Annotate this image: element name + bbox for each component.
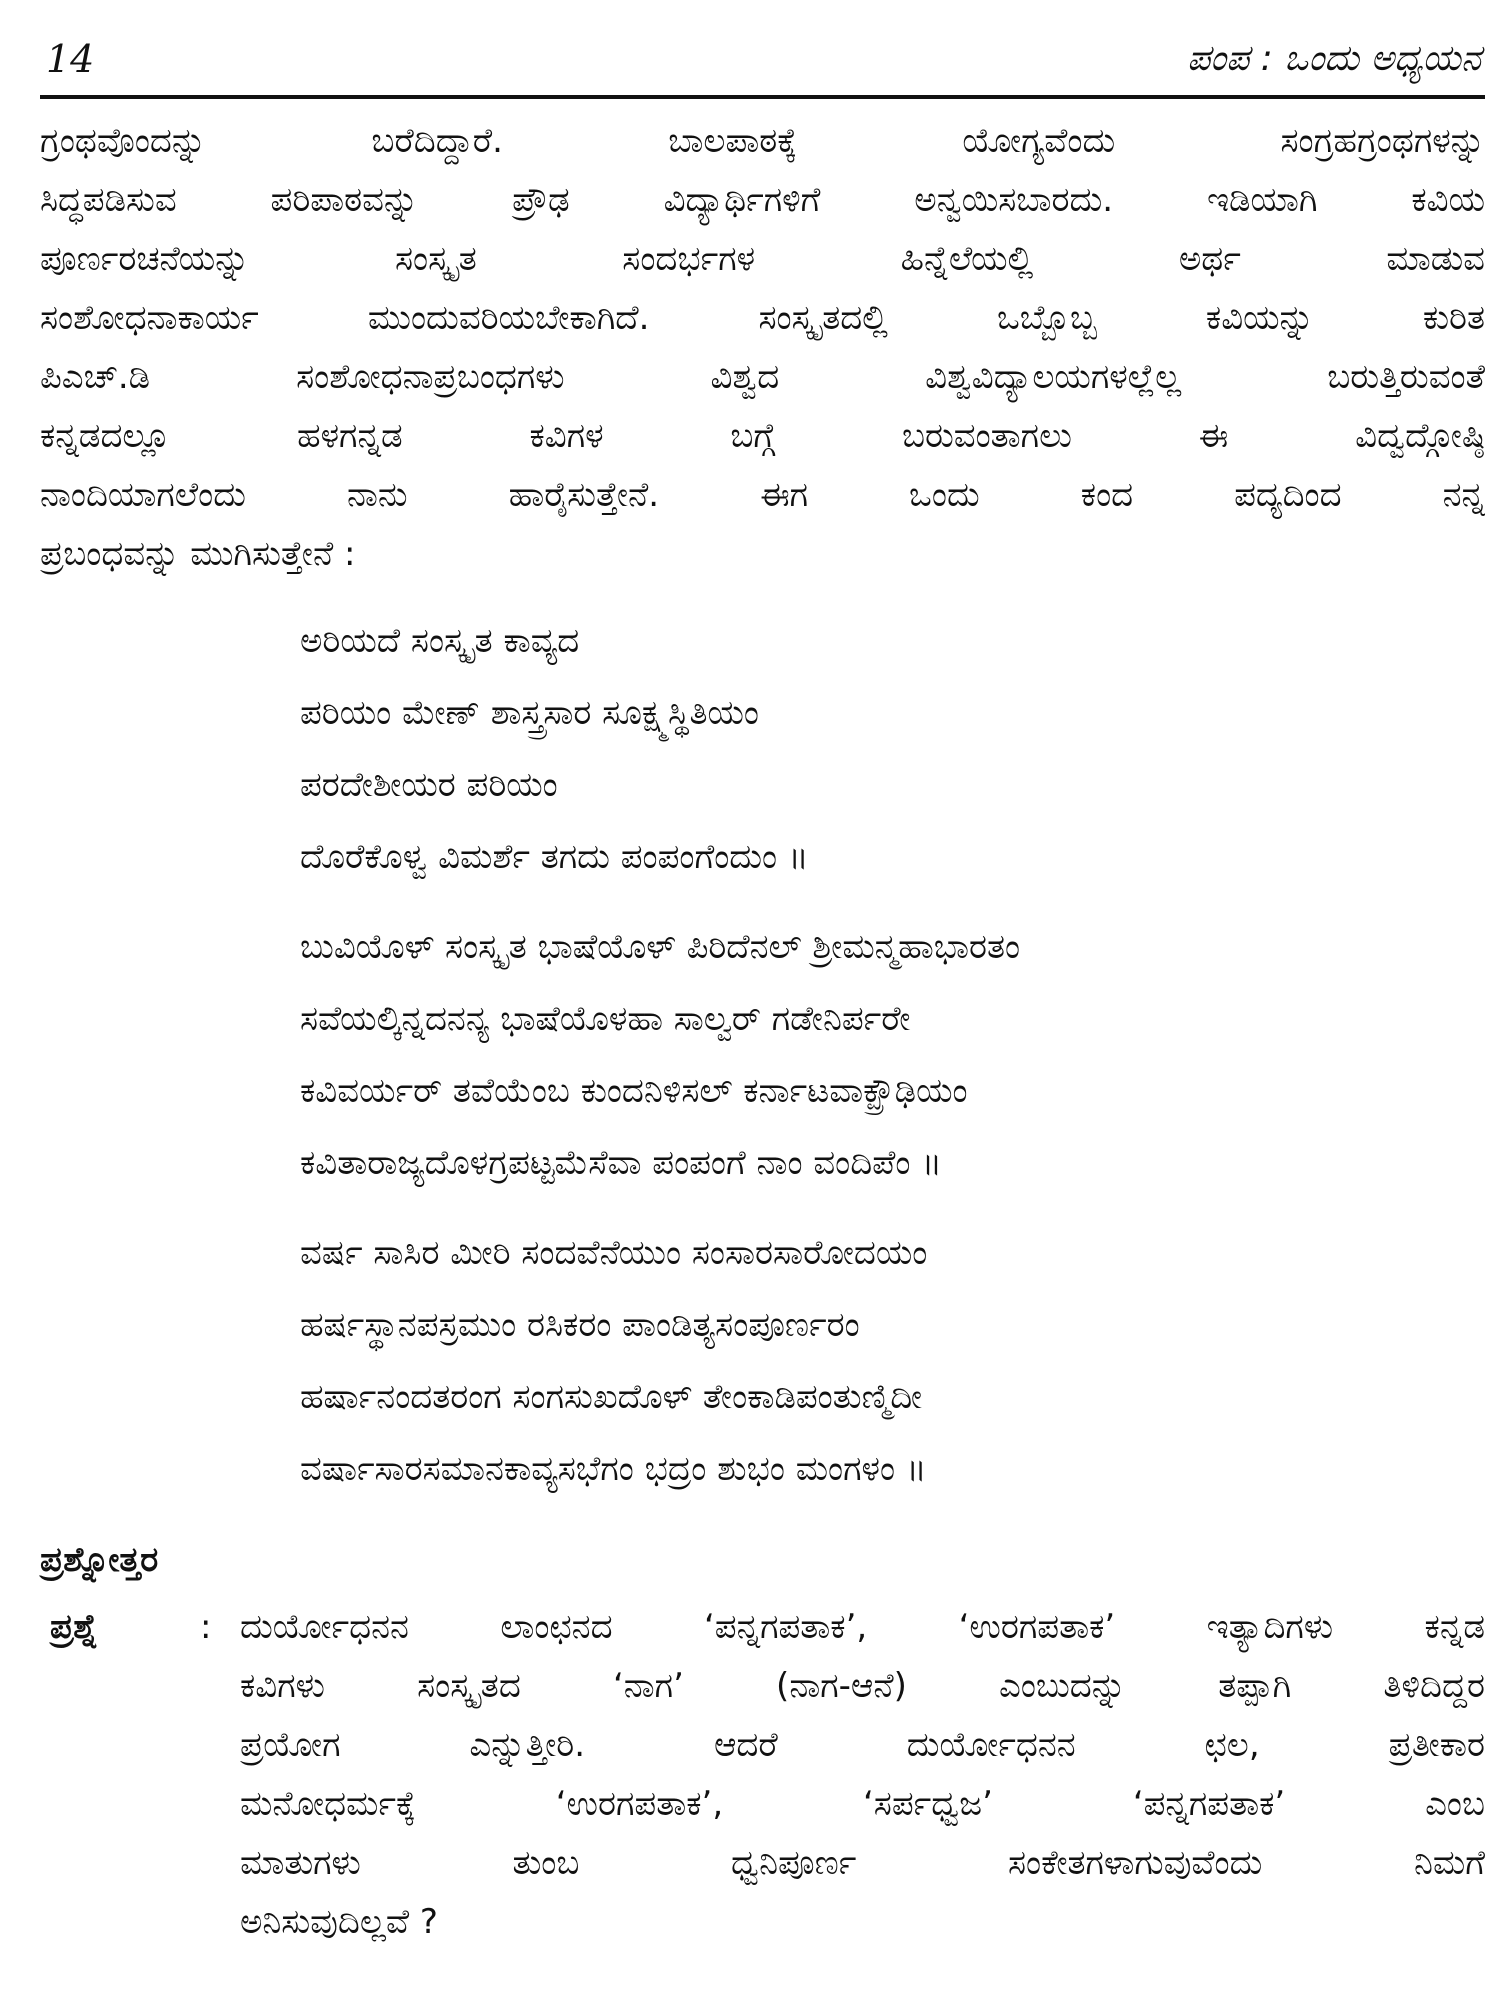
- paragraph-line: ಗ್ರಂಥವೊಂದನ್ನು ಬರೆದಿದ್ದಾರೆ. ಬಾಲಪಾಠಕ್ಕೆ ಯೋಗ್ಯವೆಂದು ಸಂಗ್ರಹಗ್ರಂಥಗಳನ್ನು: [40, 121, 1485, 161]
- verse-line: ವರ್ಷ ಸಾಸಿರ ಮೀರಿ ಸಂದವೆನೆಯುಂ ಸಂಸಾರಸಾರೋದಯಂ: [300, 1233, 928, 1273]
- question-text: [240, 1598, 1485, 1952]
- section-heading: ಪ್ರಶ್ನೋತ್ತರ: [40, 1540, 159, 1580]
- verse-stanza-2: [300, 911, 1460, 1199]
- question-line: ಪ್ರಯೋಗ ಎನ್ನುತ್ತೀರಿ. ಆದರೆ ದುರ್ಯೋಧನನ ಛಲ, ಪ್ರತೀಕಾರ: [240, 1725, 1485, 1765]
- paragraph-line: ಸಂಶೋಧನಾಕಾರ್ಯ ಮುಂದುವರಿಯಬೇಕಾಗಿದೆ. ಸಂಸ್ಕೃತದಲ್ಲಿ ಒಬ್ಬೊಬ್ಬ ಕವಿಯನ್ನು ಕುರಿತ: [40, 298, 1485, 338]
- verse-line: ಪರದೇಶೀಯರ ಪರಿಯಂ: [300, 765, 558, 805]
- paragraph-line: ಪೂರ್ಣರಚನೆಯನ್ನು ಸಂಸ್ಕೃತ ಸಂದರ್ಭಗಳ ಹಿನ್ನೆಲೆಯಲ್ಲಿ ಅರ್ಥ ಮಾಡುವ: [40, 239, 1485, 279]
- paragraph-line: ನಾಂದಿಯಾಗಲೆಂದು ನಾನು ಹಾರೈಸುತ್ತೇನೆ. ಈಗ ಒಂದು ಕಂದ ಪದ್ಯದಿಂದ ನನ್ನ: [40, 475, 1485, 515]
- verse-line: ಅರಿಯದೆ ಸಂಸ್ಕೃತ ಕಾವ್ಯದ: [300, 621, 580, 661]
- paragraph-line: ಪಿಎಚ್.ಡಿ ಸಂಶೋಧನಾಪ್ರಬಂಧಗಳು ವಿಶ್ವದ ವಿಶ್ವವಿದ್ಯಾಲಯಗಳಲ್ಲೆಲ್ಲ ಬರುತ್ತಿರುವಂತೆ: [40, 357, 1485, 397]
- question-line: ಮಾತುಗಳು ತುಂಬ ಧ್ವನಿಪೂರ್ಣ ಸಂಕೇತಗಳಾಗುವುವೆಂದು ನಿಮಗೆ: [240, 1843, 1485, 1883]
- verse-line: ಪರಿಯಂ ಮೇಣ್ ಶಾಸ್ತ್ರಸಾರ ಸೂಕ್ಷ್ಮಸ್ಥಿತಿಯಂ: [300, 693, 759, 733]
- question-colon: :: [200, 1607, 212, 1647]
- verse-line: ಹರ್ಷಸ್ಥಾನಪಸ್ರಮುಂ ರಸಿಕರಂ ಪಾಂಡಿತ್ಯಸಂಪೂರ್ಣರಂ: [300, 1305, 860, 1345]
- verse-line: ಬುವಿಯೊಳ್ ಸಂಸ್ಕೃತ ಭಾಷೆಯೊಳ್ ಪಿರಿದೆನಲ್ ಶ್ರೀಮನ್ಮಹಾಭಾರತಂ: [300, 927, 1021, 967]
- question-line: ಕವಿಗಳು ಸಂಸ್ಕೃತದ ‘ನಾಗ’ (ನಾಗ-ಆನೆ) ಎಂಬುದನ್ನು ತಪ್ಪಾಗಿ ತಿಳಿದಿದ್ದರ: [240, 1666, 1485, 1706]
- body-paragraph: [40, 112, 1485, 584]
- verse-block: [300, 605, 1460, 1523]
- paragraph-line: ಪ್ರಬಂಧವನ್ನು ಮುಗಿಸುತ್ತೇನೆ :: [40, 534, 356, 574]
- verse-line: ಕವಿತಾರಾಜ್ಯದೊಳಗ್ರಪಟ್ಟಮೆಸೆವಾ ಪಂಪಂಗೆ ನಾಂ ವಂದಿಪೆಂ ॥: [300, 1143, 942, 1183]
- verse-line: ದೊರೆಕೊಳ್ವ ವಿಮರ್ಶೆ ತಗದು ಪಂಪಂಗೆಂದುಂ ॥: [300, 837, 809, 877]
- page-header: [40, 20, 1485, 99]
- verse-line: ಹರ್ಷಾನಂದತರಂಗ ಸಂಗಸುಖದೊಳ್ ತೇಂಕಾಡಿಪಂತುಣ್ಮಿದೀ: [300, 1377, 923, 1417]
- question-line: ಅನಿಸುವುದಿಲ್ಲವೆ ?: [240, 1902, 438, 1942]
- question-line: ಮನೋಧರ್ಮಕ್ಕೆ ‘ಉರಗಪತಾಕ’, ‘ಸರ್ಪಧ್ವಜ’ ‘ಪನ್ನಗಪತಾಕ’ ಎಂಬ: [240, 1784, 1485, 1824]
- page-number: 14: [46, 37, 95, 81]
- paragraph-line: ಕನ್ನಡದಲ್ಲೂ ಹಳಗನ್ನಡ ಕವಿಗಳ ಬಗ್ಗೆ ಬರುವಂತಾಗಲು ಈ ವಿದ್ವದ್ಗೋಷ್ಠಿ: [40, 416, 1485, 456]
- verse-stanza-3: [300, 1217, 1460, 1505]
- verse-line: ಸವೆಯಲ್ಕಿನ್ನದನನ್ಯ ಭಾಷೆಯೊಳಹಾ ಸಾಲ್ವರ್ ಗಡೇನಿರ್ಪರೇ: [300, 999, 911, 1039]
- running-head: ಪಂಪ : ಒಂದು ಅಧ್ಯಯನ: [1187, 38, 1481, 79]
- verse-stanza-1: [300, 605, 1460, 893]
- verse-line: ವರ್ಷಾಸಾರಸಮಾನಕಾವ್ಯಸಭೆಗಂ ಭದ್ರಂ ಶುಭಂ ಮಂಗಳಂ ॥: [300, 1449, 927, 1489]
- verse-line: ಕವಿವರ್ಯರ್ ತವೆಯೆಂಬ ಕುಂದನಿಳಿಸಲ್ ಕರ್ನಾಟವಾಕ್ಪ್ರೌಢಿಯಂ: [300, 1071, 968, 1111]
- paragraph-line: ಸಿದ್ಧಪಡಿಸುವ ಪರಿಪಾಠವನ್ನು ಪ್ರೌಢ ವಿದ್ಯಾರ್ಥಿಗಳಿಗೆ ಅನ್ವಯಿಸಬಾರದು. ಇಡಿಯಾಗಿ ಕವಿಯ: [40, 180, 1485, 220]
- question-line: ದುರ್ಯೋಧನನ ಲಾಂಛನದ ‘ಪನ್ನಗಪತಾಕ’, ‘ಉರಗಪತಾಕ’ ಇತ್ಯಾದಿಗಳು ಕನ್ನಡ: [240, 1607, 1485, 1647]
- question-label: ಪ್ರಶ್ನೆ: [50, 1607, 98, 1647]
